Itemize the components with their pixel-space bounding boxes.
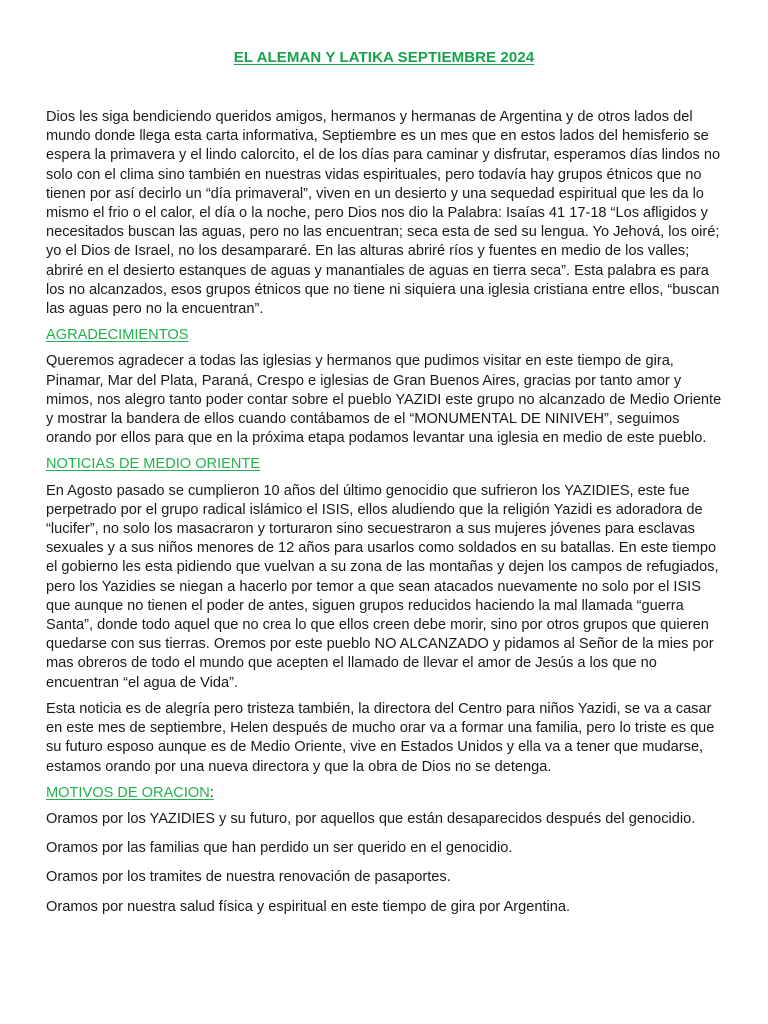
prayer-list <box>46 810 724 917</box>
prayer-item: Oramos por las familias que han perdido un ser querido en el genocidio. <box>46 840 513 857</box>
prayer-item: Oramos por los YAZIDIES y su futuro, por aquellos que están desaparecidos después del genocidio. <box>46 810 696 827</box>
news-paragraph-2: Esta noticia es de alegría pero tristeza también, la directora del Centro para niños Yazidi, se va a casar en este mes de septiembre, Helen después de mucho orar va a formar una familia, pero lo triste es que su futuro esposo aunque es de Medio Oriente, vive en Estados Unidos y ella va a tener que mudarse, estamos orando por una nueva directora y que la obra de Dios no se detenga. <box>46 700 715 775</box>
prayer-heading-colon: : <box>209 784 214 801</box>
section-heading-news: NOTICIAS DE MEDIO ORIENTE <box>46 456 261 473</box>
prayer-heading-label: MOTIVOS DE ORACION <box>46 784 210 801</box>
section-heading-prayer <box>46 784 724 803</box>
prayer-item: Oramos por los tramites de nuestra renovación de pasaportes. <box>46 869 451 886</box>
prayer-item: Oramos por nuestra salud física y espiritual en este tiempo de gira por Argentina. <box>46 898 571 915</box>
document-body <box>46 108 724 927</box>
section-heading-thanks: AGRADECIMIENTOS <box>46 327 189 344</box>
document-title: EL ALEMAN Y LATIKA SEPTIEMBRE 2024 <box>233 49 535 66</box>
news-paragraph-1: En Agosto pasado se cumplieron 10 años del último genocidio que sufrieron los YAZIDIES, este fue perpetrado por el grupo radical islámico el ISIS, ellos aludiendo que la religión Yazidi es adoradora de “lucifer”, no solo los masacraron y torturaron sino secuestraron a sus mujeres jóvenes para esclavas sexuales y a sus niños menores de 12 años para usarlos como soldados en su batallas. En este tiempo el gobierno les esta pidiendo que vuelvan a su zona de las montañas y dejen los campos de refugiados, pero los Yazidies se niegan a hacerlo por temor a que sean atacados nuevamente no solo por el ISIS que aunque no tienen el poder de antes, siguen grupos reducidos haciendo la mal llamada “guerra Santa”, donde todo aquel que no crea lo que ellos creen debe morir, sino por otros grupos que quieren quedarse con sus tierras. Oremos por este pueblo NO ALCANZADO y pidamos al Señor de la mies por mas obreros de todo el mundo que acepten el llamado de llevar el amor de Jesús a los que no encuentran “el agua de Vida”. <box>46 482 719 691</box>
thanks-paragraph: Queremos agradecer a todas las iglesias y hermanos que pudimos visitar en este tiempo de gira, Pinamar, Mar del Plata, Paraná, Crespo e iglesias de Gran Buenos Aires, gracias por tanto amor y mimos, nos alegro tanto poder contar sobre el pueblo YAZIDI este grupo no alcanzado de Medio Oriente y mostrar la bandera de ellos cuando contábamos de el “MONUMENTAL DE NINIVEH”, seguimos orando por ellos para que en la próxima etapa podamos levantar una iglesia en medio de este pueblo. <box>46 353 722 447</box>
intro-paragraph: Dios les siga bendiciendo queridos amigos, hermanos y hermanas de Argentina y de otros lados del mundo donde llega esta carta informativa, Septiembre es un mes que en estos lados del hemisferio se espera la primavera y el lindo calorcito, el de los días para caminar y disfrutar, esperamos días lindos no solo con el clima sino también en nuestras vidas espirituales, pero todavía hay grupos étnicos que no tienen por así decirlo un “día primaveral”, viven en un desierto y una sequedad espiritual que les da lo mismo el frio o el calor, el día o la noche, pero Dios nos dio la Palabra: Isaías 41 17-18 “Los afligidos y necesitados buscan las aguas, pero no las encuentran; seca esta de sed su lengua. Yo Jehová, los oiré; yo el Dios de Israel, no los desampararé. En las alturas abriré ríos y fuentes en medio de los valles; abriré en el desierto estanques de aguas y manantiales de aguas en tierra seca”. Esta palabra es para los no alcanzados, esos grupos étnicos que no tiene ni siquiera una iglesia cristiana entre ellos, “buscan las aguas pero no la encuentran”. <box>46 109 721 318</box>
